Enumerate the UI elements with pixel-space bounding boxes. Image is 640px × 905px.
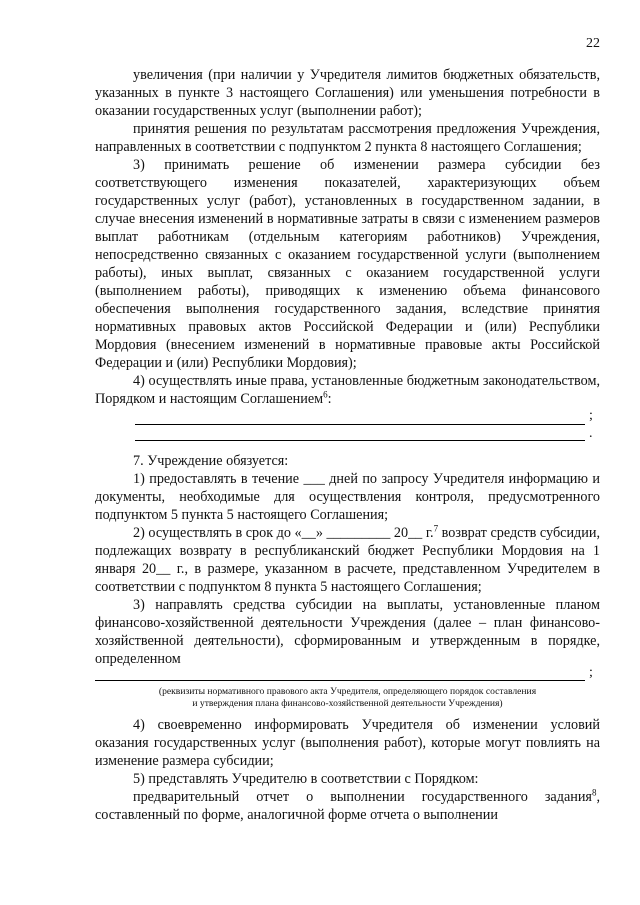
paragraph-increase: увеличения (при наличии у Учредителя лимитов бюджетных обязательств, указанных в пункте 3 настоящего Соглашения) или уменьшения потребности в оказании государственных услуг (выполнении работ); [95,67,600,119]
paragraph-3: 3) принимать решение об изменении размера субсидии без соответствующего изменения показателей, характеризующих объем государственных услуг (работ), установленных в государственном задании, в случае внесения изменений в нормативные затраты в связи с изменением размеров выплат работникам (отдельным категориям работников) Учреждения, непосредственно связанных с оказанием государственной услуги (выполнением работы), иных выплат, связанных с оказанием государственной услуги (выполнением работы), приводящих к изменению объема финансового обеспечения выполнения государственного задания, вследствие принятия нормативных правовых актов Российской Федерации и (или) Республики Мордовия (внесением изменений в нормативные правовые акты Российской Федерации и (или) Республики Мордовия); [95,157,600,371]
blank-line-2 [95,426,600,444]
section-7-item-5: 5) представлять Учредителю в соответствии с Порядком: [133,771,479,787]
paragraph-4-text: 4) осуществлять иные права, установленные бюджетным законодательством, Порядком и настоящим Соглашением [95,373,600,407]
preliminary-report-rest: , составленный по форме, аналогичной форме отчета о выполнении [95,789,600,823]
section-7-item-2 [95,524,600,596]
requisites-note-1: (реквизиты нормативного правового акта Учредителя, определяющего порядок составления [158,686,537,697]
blank-line-3-end: ; [589,665,593,680]
section-7-item-2-start: 2) осуществлять в срок до «__» _________ 20__ г. [133,525,434,541]
blank-line-1 [95,408,600,426]
requisites-note-2: и утверждения плана финансово-хозяйственной деятельности Учреждения) [192,698,503,709]
preliminary-report-text: предварительный отчет о выполнении государственного задания [133,789,592,805]
paragraph-decision: принятия решения по результатам рассмотрения предложения Учреждения, направленных в соответствии с подпунктом 2 пункта 8 настоящего Соглашения; [95,121,600,155]
section-7-title: 7. Учреждение обязуется: [133,453,289,469]
paragraph-4 [95,372,600,408]
paragraph-4-end: : [327,391,332,407]
section-7-item-2-rest: возврат средств субсидии, подлежащих возврату в республиканский бюджет Республики Мордовия на 1 января 20__ г., в размере, указанном в расчете, представленном Учредителем в соответствии с подпунктом 8 пункта 5 настоящего Соглашения; [95,525,600,595]
page-number: 22 [586,36,600,51]
section-7-item-1: 1) предоставлять в течение ___ дней по запросу Учредителя информацию и документы, необходимые для осуществления контроля, предусмотренного подпунктом 5 пункта 5 настоящего Соглашения; [95,471,600,523]
blank-line-3 [95,665,600,686]
blank-line-1-end: ; [589,408,593,423]
footnote-ref-6: 6 [323,389,328,400]
footnote-ref-7: 7 [433,523,439,534]
section-7-item-4: 4) своевременно информировать Учредителя об изменении условий оказания государственных услуг (выполнения работ), которые могут повлиять на изменение размера субсидии; [95,717,600,769]
document-body [95,66,600,824]
footnote-ref-8: 8 [591,787,597,798]
blank-line-2-end: . [589,426,593,441]
section-7-item-5-preliminary-report [95,788,600,824]
section-7-item-3: 3) направлять средства субсидии на выплаты, установленные планом финансово-хозяйственной деятельности Учреждения (далее – план финансово-хозяйственной деятельности), сформированным и утвержденным в порядке, определенном [95,597,600,667]
